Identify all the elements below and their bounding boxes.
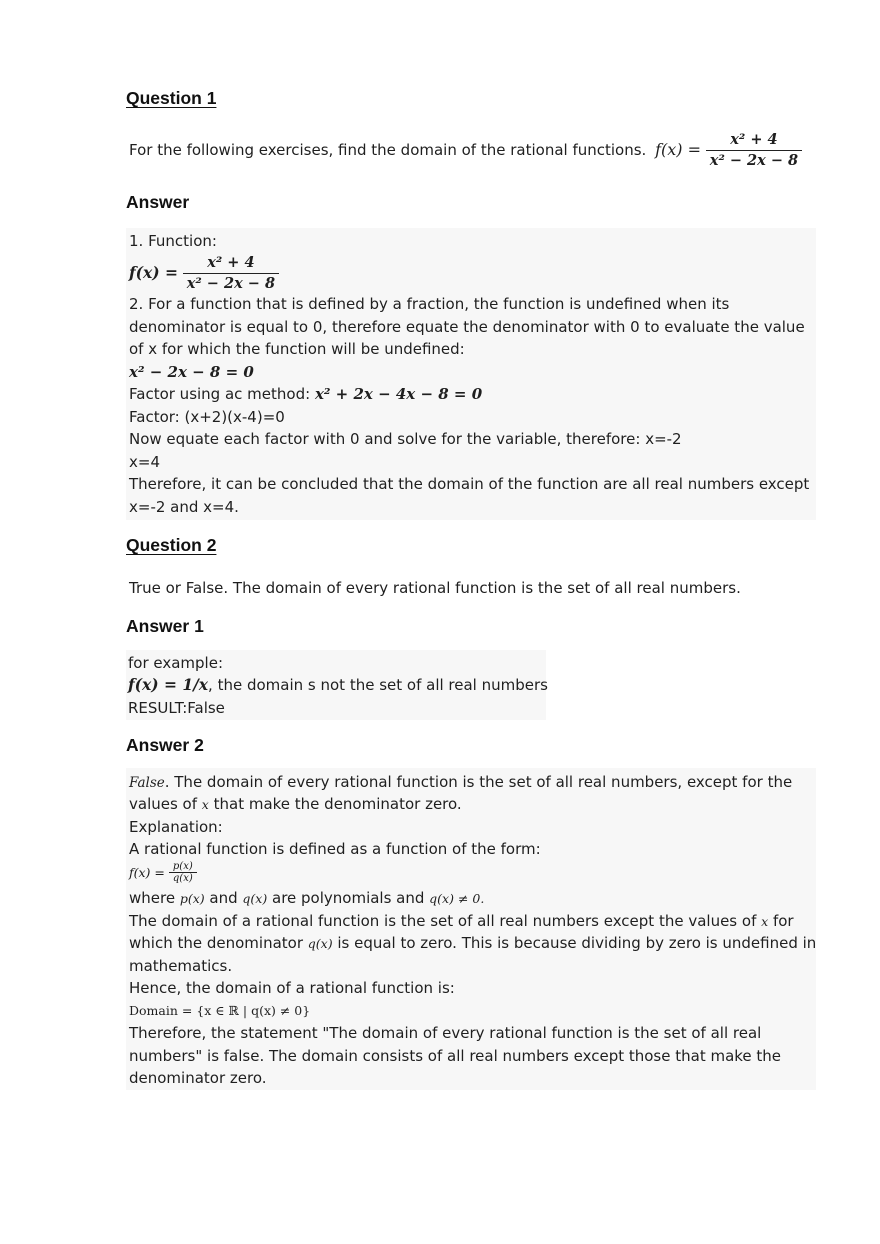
answer-line-4: of x for which the function will be undefined: (129, 340, 465, 358)
answer-2-line-2-b: that make the denominator zero. (208, 795, 462, 813)
answer-2-false-math: False (129, 775, 165, 791)
answer-2-block (126, 768, 816, 1090)
answer-line-5-text: Factor using ac method: (129, 385, 315, 403)
question-1-formula-lhs: f(x) = (655, 140, 702, 159)
answer-line-1: 1. Function: (129, 232, 217, 250)
answer-2-line-7 (129, 910, 794, 934)
answer-2-line-2-math: x (201, 797, 209, 812)
answer-2-line-2-a: values of (129, 795, 202, 813)
answer-2-line-1 (129, 771, 792, 795)
answer-2-line-8-b: is equal to zero. This is because dividing by zero is undefined in (332, 934, 817, 952)
answer-2-line-8-q: q(x) (307, 936, 333, 951)
answer-line-8: x=4 (129, 453, 160, 471)
answer-line-5 (129, 383, 482, 406)
question-1-formula-fraction (706, 130, 802, 171)
answer-heading: Answer (126, 192, 190, 212)
answer-1-line-1: for example: (128, 654, 224, 672)
answer-2-line-2 (129, 793, 462, 817)
answer-numerator: x² + 4 (207, 254, 255, 271)
answer-2-formula-lhs: f(x) = (129, 865, 165, 880)
answer-formula-fraction (183, 253, 279, 294)
answer-2-line-8-a: which the denominator (129, 934, 308, 952)
answer-2-domain-formula: Domain = {x ∈ ℝ | q(x) ≠ 0} (129, 1003, 311, 1018)
answer-line-2: 2. For a function that is defined by a fraction, the function is undefined when its (129, 295, 730, 313)
answer-2-line-12: Therefore, the statement "The domain of every rational function is the set of all real (129, 1024, 762, 1042)
question-1-heading: Question 1 (126, 88, 217, 108)
answer-formula (129, 253, 279, 294)
answer-2-formula-numerator: p(x) (172, 861, 193, 872)
question-1-prompt (129, 130, 802, 171)
answer-line-5-math: x² + 2x − 4x − 8 = 0 (314, 385, 483, 403)
answer-block (126, 228, 816, 520)
answer-2-line-6-a: where (129, 889, 180, 907)
answer-2-line-8 (129, 932, 816, 956)
answer-1-line-2 (128, 674, 548, 697)
answer-2-line-7-b: for (768, 912, 794, 930)
answer-2-line-6-cond: q(x) ≠ 0. (429, 891, 485, 906)
answer-2-line-7-a: The domain of a rational function is the set of all real numbers except the values of (129, 912, 762, 930)
answer-2-line-9: mathematics. (129, 957, 233, 975)
answer-2-line-6-b: and (204, 889, 243, 907)
answer-2-line-6-p: p(x) (179, 891, 205, 906)
answer-2-line-3: Explanation: (129, 818, 223, 836)
answer-1-heading: Answer 1 (126, 616, 204, 636)
answer-2-formula-denominator: q(x) (169, 872, 197, 884)
answer-1-line-3: RESULT:False (128, 699, 225, 717)
answer-2-line-10: Hence, the domain of a rational function is: (129, 979, 455, 997)
answer-denominator: x² − 2x − 8 (183, 273, 279, 294)
answer-line-10: x=-2 and x=4. (129, 498, 239, 516)
answer-1-line-2-text: , the domain s not the set of all real numbers (208, 676, 548, 694)
answer-equation-1: x² − 2x − 8 = 0 (129, 363, 254, 381)
answer-2-line-1-text: . The domain of every rational function is the set of all real numbers, except for the (164, 773, 793, 791)
answer-2-line-13: numbers" is false. The domain consists of all real numbers except those that make the (129, 1047, 782, 1065)
question-2-prompt: True or False. The domain of every rational function is the set of all real numbers. (129, 579, 741, 597)
answer-line-6: Factor: (x+2)(x-4)=0 (129, 408, 285, 426)
answer-2-line-6-q: q(x) (242, 891, 268, 906)
answer-line-7: Now equate each factor with 0 and solve for the variable, therefore: x=-2 (129, 430, 682, 448)
question-1-numerator: x² + 4 (730, 131, 778, 148)
answer-1-line-2-math: f(x) = 1/x (128, 675, 209, 694)
answer-line-3: denominator is equal to 0, therefore equate the denominator with 0 to evaluate the value (129, 318, 805, 336)
answer-2-formula-fraction (169, 861, 197, 884)
answer-2-heading: Answer 2 (126, 735, 204, 755)
answer-2-line-6 (129, 887, 484, 911)
answer-2-line-4: A rational function is defined as a function of the form: (129, 840, 541, 858)
answer-2-line-6-c: are polynomials and (267, 889, 430, 907)
question-2-heading: Question 2 (126, 535, 217, 555)
answer-2-line-7-x: x (761, 914, 769, 929)
answer-1-block (126, 650, 546, 720)
answer-2-line-14: denominator zero. (129, 1069, 267, 1087)
answer-line-9: Therefore, it can be concluded that the domain of the function are all real numbers except (129, 475, 810, 493)
answer-2-formula (129, 861, 197, 884)
answer-formula-lhs: f(x) = (129, 263, 178, 282)
question-1-denominator: x² − 2x − 8 (706, 150, 802, 171)
question-1-prompt-text: For the following exercises, find the domain of the rational functions. (129, 141, 647, 159)
